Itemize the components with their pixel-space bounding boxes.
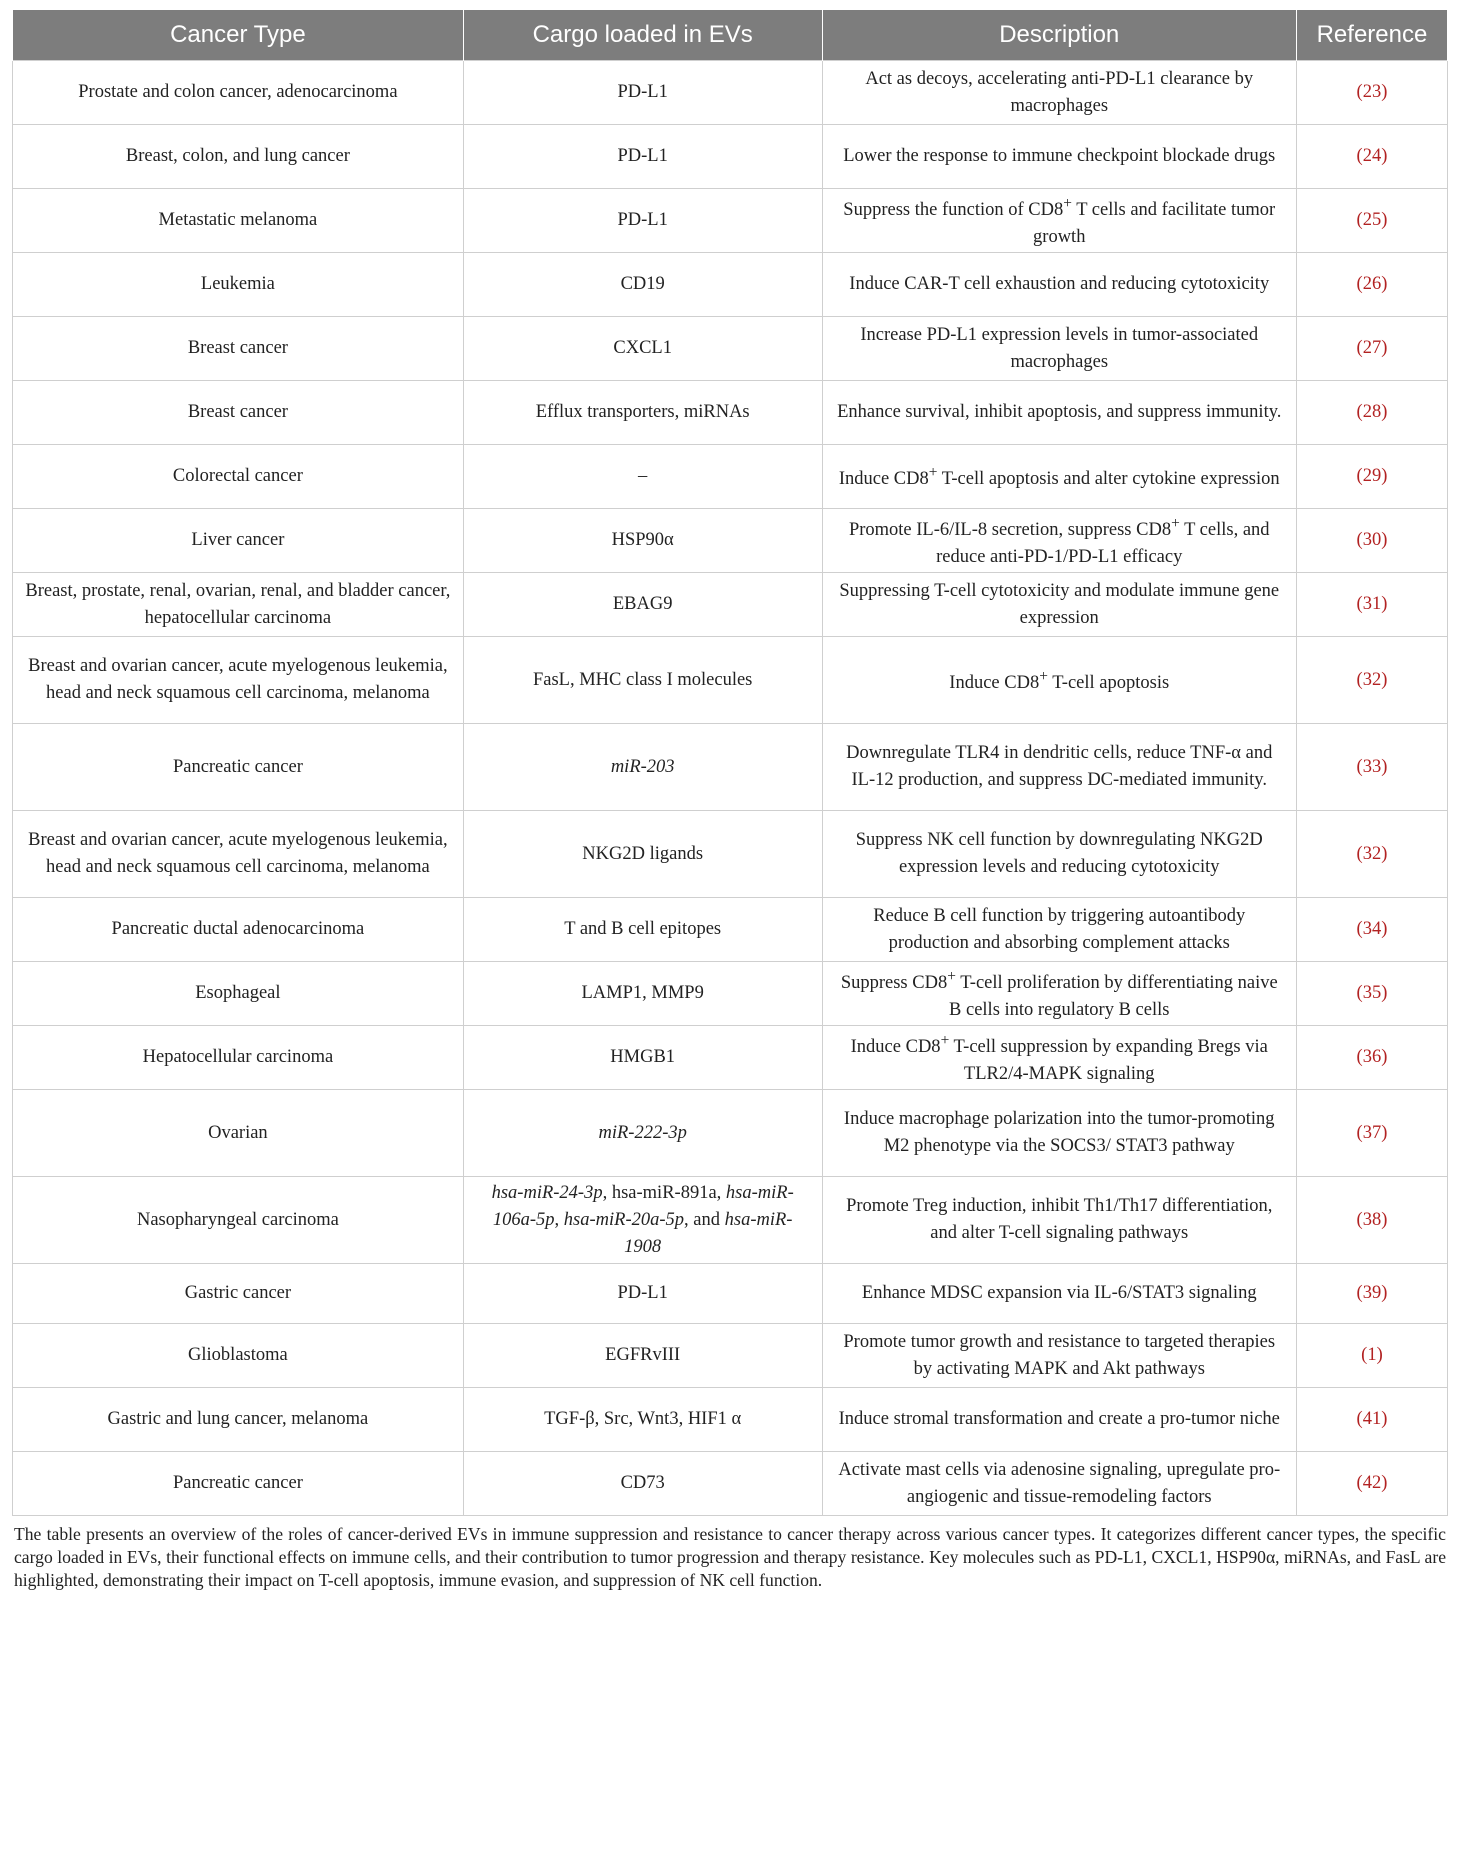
reference-cell: (23) <box>1296 61 1447 125</box>
description-cell: Reduce B cell function by triggering autoantibody production and absorbing complement attacks <box>822 898 1296 962</box>
table-row <box>13 1264 1448 1324</box>
cargo-cell: CXCL1 <box>463 317 822 381</box>
reference-cell: (34) <box>1296 898 1447 962</box>
reference-cell: (42) <box>1296 1452 1447 1516</box>
header-description: Description <box>822 10 1296 61</box>
cargo-text: , <box>554 1209 564 1230</box>
table-caption: The table presents an overview of the roles of cancer-derived EVs in immune suppression and resistance to cancer therapy across various cancer types. It categorizes different cancer types, the specific cargo loaded in EVs, their functional effects on immune cells, and their contribution to tumor progression and therapy resistance. Key molecules such as PD-L1, CXCL1, HSP90α, miRNAs, and FasL are highlighted, demonstrating their impact on T-cell apoptosis, immune evasion, and suppression of NK cell function. <box>14 1524 1446 1590</box>
cancer-type-cell: Hepatocellular carcinoma <box>13 1026 464 1090</box>
cargo-cell: CD19 <box>463 253 822 317</box>
reference-link[interactable]: 24 <box>1362 146 1382 166</box>
reference-link[interactable]: 31 <box>1362 594 1382 614</box>
cancer-type-cell: Breast and ovarian cancer, acute myelogenous leukemia, head and neck squamous cell carcinoma, melanoma <box>13 811 464 898</box>
description-cell: Activate mast cells via adenosine signaling, upregulate pro-angiogenic and tissue-remodeling factors <box>822 1452 1296 1516</box>
reference-cell: (29) <box>1296 445 1447 509</box>
cargo-cell: PD-L1 <box>463 1264 822 1324</box>
cancer-type-cell: Prostate and colon cancer, adenocarcinoma <box>13 61 464 125</box>
description-text: T-cell proliferation by differentiating naive B cells into regulatory B cells <box>949 973 1278 1021</box>
superscript: + <box>1171 514 1180 532</box>
mirna-name: hsa-miR-1908 <box>624 1209 793 1257</box>
table-row <box>13 509 1448 573</box>
description-text: Induce CD8 <box>850 1037 941 1058</box>
reference-link[interactable]: 27 <box>1362 338 1382 358</box>
description-text: T cells, and reduce anti-PD-1/PD-L1 efficacy <box>936 520 1270 568</box>
cancer-type-cell: Breast, prostate, renal, ovarian, renal, and bladder cancer, hepatocellular carcinoma <box>13 573 464 637</box>
cargo-cell: PD-L1 <box>463 125 822 189</box>
header-cargo: Cargo loaded in EVs <box>463 10 822 61</box>
reference-cell: (36) <box>1296 1026 1447 1090</box>
reference-cell: (25) <box>1296 189 1447 253</box>
table-row <box>13 1177 1448 1264</box>
description-cell: Suppressing T-cell cytotoxicity and modulate immune gene expression <box>822 573 1296 637</box>
table-header-row <box>13 10 1448 61</box>
reference-link[interactable]: 32 <box>1362 843 1382 864</box>
cargo-cell: LAMP1, MMP9 <box>463 962 822 1026</box>
description-cell: Suppress NK cell function by downregulating NKG2D expression levels and reducing cytotoxicity <box>822 811 1296 898</box>
superscript: + <box>1039 667 1048 685</box>
reference-link[interactable]: 29 <box>1362 466 1382 486</box>
cancer-type-cell: Colorectal cancer <box>13 445 464 509</box>
table-row <box>13 962 1448 1026</box>
reference-link[interactable]: 37 <box>1362 1122 1382 1143</box>
description-cell: Act as decoys, accelerating anti-PD-L1 clearance by macrophages <box>822 61 1296 125</box>
reference-cell: (31) <box>1296 573 1447 637</box>
description-text: T-cell suppression by expanding Bregs via TLR2/4-MAPK signaling <box>949 1037 1268 1085</box>
cargo-cell: EGFRvIII <box>463 1324 822 1388</box>
cargo-cell: CD73 <box>463 1452 822 1516</box>
table-row <box>13 637 1448 724</box>
cargo-text: , hsa-miR-891a, <box>602 1182 726 1203</box>
cargo-cell: Efflux transporters, miRNAs <box>463 381 822 445</box>
table-row <box>13 317 1448 381</box>
cargo-cell: PD-L1 <box>463 61 822 125</box>
cargo-text: , and <box>684 1209 725 1230</box>
reference-cell: (30) <box>1296 509 1447 573</box>
description-text: Induce CD8 <box>949 673 1040 694</box>
description-text: T cells and facilitate tumor growth <box>1033 200 1276 248</box>
description-cell <box>822 445 1296 509</box>
reference-cell: (24) <box>1296 125 1447 189</box>
description-cell: Induce CAR-T cell exhaustion and reducing cytotoxicity <box>822 253 1296 317</box>
description-cell: Lower the response to immune checkpoint blockade drugs <box>822 125 1296 189</box>
reference-link[interactable]: 25 <box>1362 210 1382 230</box>
reference-cell: (35) <box>1296 962 1447 1026</box>
cancer-type-cell: Metastatic melanoma <box>13 189 464 253</box>
table-row <box>13 445 1448 509</box>
table-row <box>13 61 1448 125</box>
reference-link[interactable]: 34 <box>1362 919 1382 939</box>
header-reference: Reference <box>1296 10 1447 61</box>
reference-cell: (26) <box>1296 253 1447 317</box>
table-container <box>12 10 1448 1592</box>
cargo-cell: miR-222-3p <box>463 1090 822 1177</box>
description-cell: Promote Treg induction, inhibit Th1/Th17 differentiation, and alter T-cell signaling pathways <box>822 1177 1296 1264</box>
cancer-type-cell: Breast and ovarian cancer, acute myelogenous leukemia, head and neck squamous cell carcinoma, melanoma <box>13 637 464 724</box>
description-cell: Enhance survival, inhibit apoptosis, and suppress immunity. <box>822 381 1296 445</box>
table-row <box>13 1026 1448 1090</box>
cancer-type-cell: Breast, colon, and lung cancer <box>13 125 464 189</box>
reference-cell: (28) <box>1296 381 1447 445</box>
cargo-cell: miR-203 <box>463 724 822 811</box>
table-row <box>13 125 1448 189</box>
cancer-type-cell: Pancreatic cancer <box>13 724 464 811</box>
description-cell <box>822 637 1296 724</box>
cancer-type-cell: Gastric and lung cancer, melanoma <box>13 1388 464 1452</box>
cancer-type-cell: Breast cancer <box>13 317 464 381</box>
description-cell: Promote tumor growth and resistance to targeted therapies by activating MAPK and Akt pathways <box>822 1324 1296 1388</box>
reference-cell: (1) <box>1296 1324 1447 1388</box>
table-row <box>13 1388 1448 1452</box>
description-cell <box>822 1026 1296 1090</box>
reference-link[interactable]: 30 <box>1362 530 1382 550</box>
table-row <box>13 1090 1448 1177</box>
table-row <box>13 189 1448 253</box>
cancer-type-cell: Esophageal <box>13 962 464 1026</box>
mirna-name: hsa-miR-24-3p <box>491 1182 603 1203</box>
description-text: Promote IL-6/IL-8 secretion, suppress CD8 <box>848 520 1172 541</box>
ev-cargo-table <box>12 10 1448 1516</box>
superscript: + <box>928 464 938 482</box>
reference-link[interactable]: 41 <box>1362 1409 1382 1429</box>
description-cell: Increase PD-L1 expression levels in tumor-associated macrophages <box>822 317 1296 381</box>
cargo-cell: NKG2D ligands <box>463 811 822 898</box>
cargo-cell: HSP90α <box>463 509 822 573</box>
reference-cell: (32) <box>1296 637 1447 724</box>
reference-cell: (32) <box>1296 811 1447 898</box>
table-row <box>13 898 1448 962</box>
reference-link[interactable]: 32 <box>1362 669 1382 690</box>
cargo-cell: – <box>463 445 822 509</box>
cancer-type-cell: Leukemia <box>13 253 464 317</box>
mirna-name: hsa-miR-20a-5p <box>563 1209 685 1230</box>
reference-cell: (37) <box>1296 1090 1447 1177</box>
cargo-cell: T and B cell epitopes <box>463 898 822 962</box>
cancer-type-cell: Gastric cancer <box>13 1264 464 1324</box>
cargo-cell <box>463 1177 822 1264</box>
reference-cell: (39) <box>1296 1264 1447 1324</box>
description-text: Suppress CD8 <box>840 973 948 994</box>
table-row <box>13 253 1448 317</box>
reference-cell: (41) <box>1296 1388 1447 1452</box>
reference-link[interactable]: 36 <box>1362 1047 1382 1067</box>
cancer-type-cell: Breast cancer <box>13 381 464 445</box>
description-cell: Induce macrophage polarization into the tumor-promoting M2 phenotype via the SOCS3/ STAT3 pathway <box>822 1090 1296 1177</box>
reference-link[interactable]: 38 <box>1362 1209 1382 1230</box>
reference-link[interactable]: 1 <box>1367 1345 1377 1365</box>
reference-link[interactable]: 39 <box>1362 1283 1382 1303</box>
reference-cell: (27) <box>1296 317 1447 381</box>
description-cell: Downregulate TLR4 in dendritic cells, reduce TNF-α and IL-12 production, and suppress DC-mediated immunity. <box>822 724 1296 811</box>
table-row <box>13 1452 1448 1516</box>
mirna-name: hsa-miR-106a-5p <box>492 1182 794 1230</box>
description-cell <box>822 509 1296 573</box>
reference-link[interactable]: 33 <box>1362 756 1382 777</box>
cancer-type-cell: Nasopharyngeal carcinoma <box>13 1177 464 1264</box>
header-cancer-type: Cancer Type <box>13 10 464 61</box>
table-row <box>13 811 1448 898</box>
cancer-type-cell: Pancreatic ductal adenocarcinoma <box>13 898 464 962</box>
cargo-cell: HMGB1 <box>463 1026 822 1090</box>
cancer-type-cell: Liver cancer <box>13 509 464 573</box>
cargo-cell: TGF-β, Src, Wnt3, HIF1 α <box>463 1388 822 1452</box>
reference-link[interactable]: 28 <box>1362 402 1382 422</box>
table-row <box>13 381 1448 445</box>
reference-link[interactable]: 23 <box>1362 82 1382 102</box>
description-text: Induce CD8 <box>838 469 929 490</box>
description-cell <box>822 189 1296 253</box>
superscript: + <box>940 1031 950 1049</box>
reference-link[interactable]: 35 <box>1362 983 1382 1003</box>
cancer-type-cell: Ovarian <box>13 1090 464 1177</box>
table-row <box>13 724 1448 811</box>
reference-cell: (33) <box>1296 724 1447 811</box>
description-cell: Enhance MDSC expansion via IL-6/STAT3 signaling <box>822 1264 1296 1324</box>
description-cell <box>822 962 1296 1026</box>
description-text: T-cell apoptosis <box>1047 673 1170 694</box>
cargo-cell: PD-L1 <box>463 189 822 253</box>
superscript: + <box>947 967 956 985</box>
reference-cell: (38) <box>1296 1177 1447 1264</box>
table-row <box>13 1324 1448 1388</box>
cancer-type-cell: Pancreatic cancer <box>13 1452 464 1516</box>
reference-link[interactable]: 26 <box>1362 274 1382 294</box>
cargo-cell: FasL, MHC class I molecules <box>463 637 822 724</box>
reference-link[interactable]: 42 <box>1362 1473 1382 1493</box>
description-text: T-cell apoptosis and alter cytokine expression <box>937 469 1280 490</box>
cargo-cell: EBAG9 <box>463 573 822 637</box>
description-cell: Induce stromal transformation and create a pro-tumor niche <box>822 1388 1296 1452</box>
description-text: Suppress the function of CD8 <box>843 200 1064 221</box>
table-row <box>13 573 1448 637</box>
cancer-type-cell: Glioblastoma <box>13 1324 464 1388</box>
superscript: + <box>1063 194 1072 212</box>
